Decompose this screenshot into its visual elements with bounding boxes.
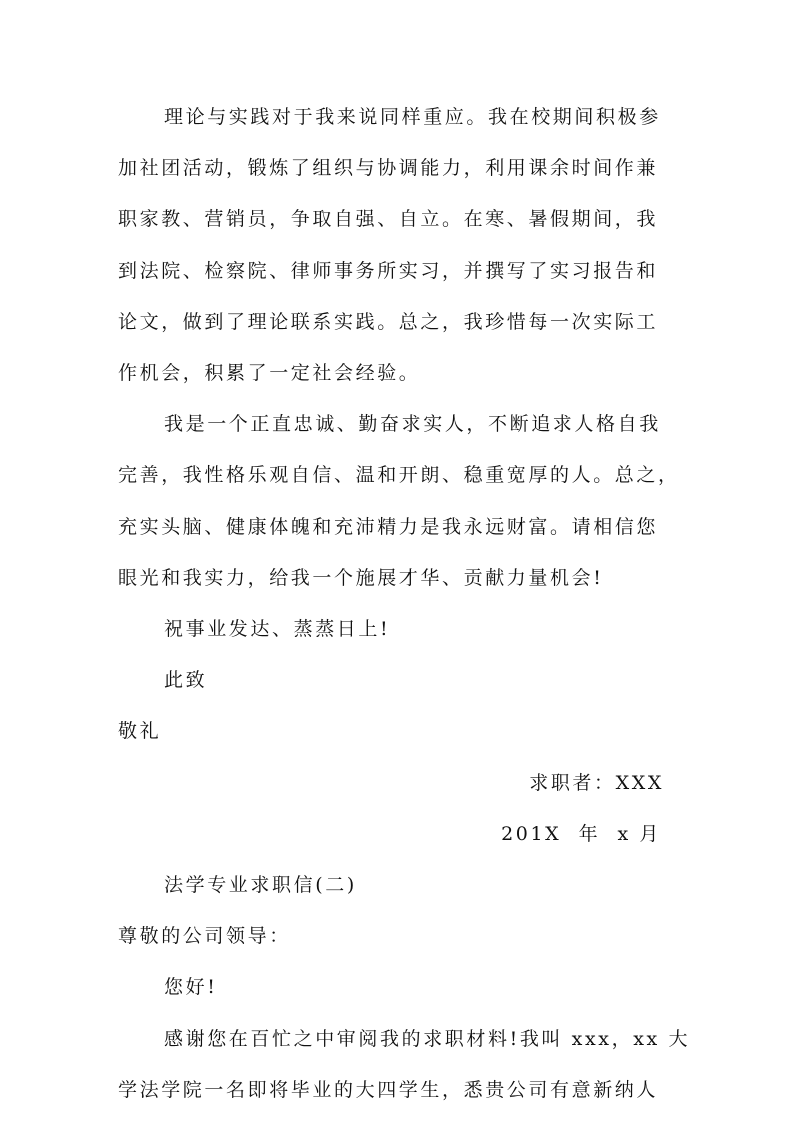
para1-line-4: 到法院、检察院、律师事务所实习，并撰写了实习报告和 <box>118 259 659 282</box>
cizhi-line: 此致 <box>164 669 208 692</box>
para2-line-3: 充实头脑、健康体魄和充沛精力是我永远财富。请相信您 <box>118 515 659 538</box>
para1-line-3: 职家教、营销员，争取自强、自立。在寒、暑假期间，我 <box>118 208 659 231</box>
para1-line-6: 作机会，积累了一定社会经验。 <box>118 362 421 384</box>
wish-line: 祝事业发达、蒸蒸日上! <box>164 618 391 640</box>
para1-line-5: 论文，做到了理论联系实践。总之，我珍惜每一次实际工 <box>118 310 659 333</box>
para2-line-1: 我是一个正直忠诚、勤奋求实人，不断追求人格自我 <box>164 413 661 436</box>
date: 201X 年 x 月 <box>501 822 661 845</box>
para1-line-1: 理论与实践对于我来说同样重应。我在校期间积极参 <box>164 106 661 128</box>
letter2-greeting: 您好! <box>164 976 218 999</box>
letter2-salutation: 尊敬的公司领导： <box>118 925 291 948</box>
letter2-title: 法学专业求职信(二) <box>164 874 357 896</box>
letter2-intro-line-1: 感谢您在百忙之中审阅我的求职材料!我叫 xxx，xx 大 <box>164 1027 691 1050</box>
signature: 求职者：XXX <box>529 771 664 794</box>
letter2-intro-line-2: 学法学院一名即将毕业的大四学生，悉贵公司有意新纳人 <box>118 1078 659 1101</box>
para2-line-2: 完善，我性格乐观自信、温和开朗、稳重宽厚的人。总之， <box>118 464 680 487</box>
para1-line-2: 加社团活动，锻炼了组织与协调能力，利用课余时间作兼 <box>118 157 659 180</box>
para2-line-4: 眼光和我实力，给我一个施展才华、贡献力量机会! <box>118 566 604 589</box>
jingli-line: 敬礼 <box>118 720 162 743</box>
